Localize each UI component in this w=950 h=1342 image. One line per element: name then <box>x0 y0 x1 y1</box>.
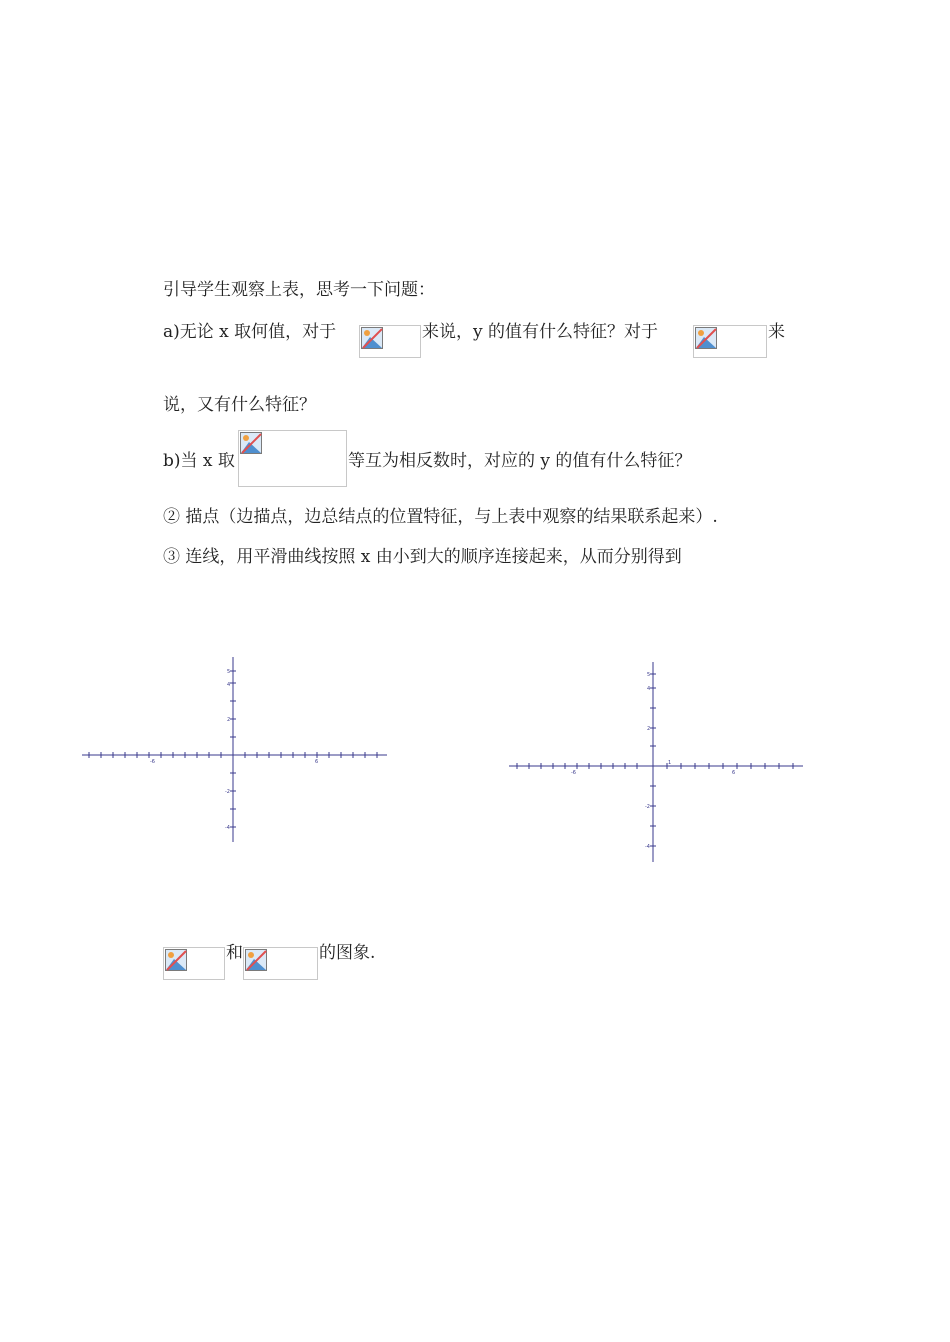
formula-image-a1 <box>359 325 421 358</box>
y-tick-label: 4 <box>227 682 231 688</box>
y-tick-label: 5 <box>227 669 231 675</box>
x-tick-label: -6 <box>571 770 576 776</box>
question-a-prefix: a)无论 x 取何值，对于 <box>163 322 337 342</box>
intro-text: 引导学生观察上表，思考一下问题： <box>163 280 435 300</box>
question-a-continuation: 说，又有什么特征？ <box>163 395 316 415</box>
question-a-mid: 来说，y 的值有什么特征？对于 <box>422 322 659 342</box>
x-tick-label: -6 <box>150 759 155 765</box>
step-3-text: ③ 连线，用平滑曲线按照 x 由小到大的顺序连接起来，从而分别得到 <box>163 547 682 567</box>
broken-image-icon <box>245 949 267 971</box>
y-tick-label: -2 <box>225 789 230 795</box>
question-b-suffix: 等互为相反数时，对应的 y 的值有什么特征？ <box>348 451 692 471</box>
formula-image-a2 <box>693 325 767 358</box>
y-tick-label: -4 <box>645 844 650 850</box>
y-tick-label: -4 <box>225 825 230 831</box>
formula-image-final-2 <box>243 947 318 980</box>
question-a-suffix: 来 <box>768 322 785 342</box>
broken-image-icon <box>240 432 262 454</box>
step-2-text: ② 描点（边描点，边总结点的位置特征，与上表中观察的结果联系起来）. <box>163 507 718 527</box>
formula-image-b <box>238 430 347 487</box>
y-tick-label: 5 <box>647 672 651 678</box>
x-tick-label: 6 <box>315 759 319 765</box>
y-tick-label: -2 <box>645 804 650 810</box>
broken-image-icon <box>165 949 187 971</box>
coordinate-axes-right <box>507 660 807 865</box>
final-and-text: 和 <box>226 943 243 963</box>
x-tick-label: 1 <box>668 760 672 766</box>
broken-image-icon <box>695 327 717 349</box>
broken-image-icon <box>361 327 383 349</box>
y-tick-label: 2 <box>647 726 651 732</box>
x-tick-label: 6 <box>732 770 736 776</box>
y-tick-label: 2 <box>227 717 231 723</box>
formula-image-final-1 <box>163 947 225 980</box>
final-suffix-text: 的图象. <box>319 943 376 963</box>
question-b-prefix: b)当 x 取 <box>163 451 235 471</box>
coordinate-axes-left <box>80 655 390 845</box>
y-tick-label: 4 <box>647 686 651 692</box>
